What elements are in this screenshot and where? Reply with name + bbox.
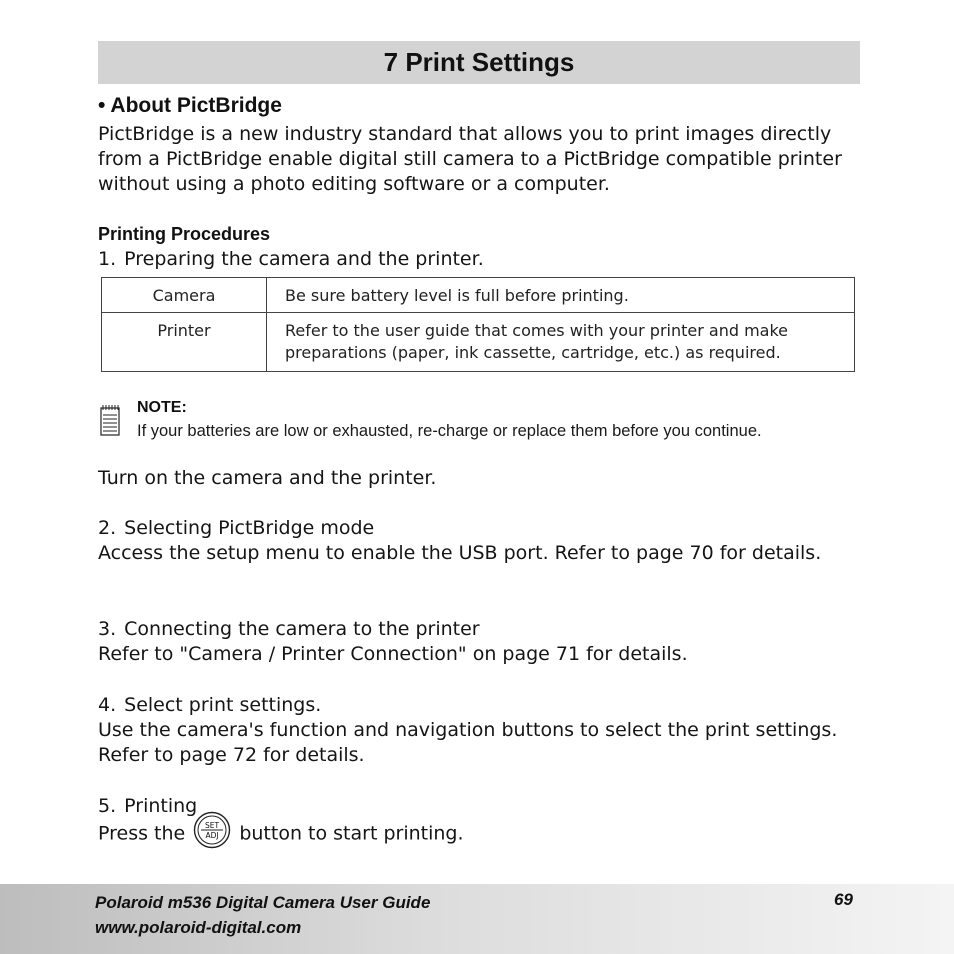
step-4 (98, 693, 868, 768)
step-body-before: Press the (98, 822, 186, 845)
page-title: 7 Print Settings (383, 47, 575, 77)
preparation-table (101, 277, 855, 372)
table-row (102, 278, 855, 313)
step-1 (98, 247, 868, 272)
step-number: 5. (98, 795, 117, 817)
note-title: NOTE: (137, 399, 187, 416)
step-number: 3. (98, 618, 117, 640)
step-title: Connecting the camera to the printer (124, 618, 480, 640)
note-text: If your batteries are low or exhausted, re-charge or replace them before you continue. (137, 422, 762, 440)
set-adj-button-icon (193, 811, 231, 849)
section-heading: • About PictBridge (98, 94, 282, 117)
table-row (102, 313, 855, 372)
button-bottom-label: ADJ (205, 831, 219, 840)
step-title: Select print settings. (124, 694, 322, 716)
step-body: Access the setup menu to enable the USB port. Refer to page 70 for details. (98, 542, 822, 564)
page-number: 69 (834, 890, 853, 909)
note-icon (100, 404, 120, 436)
step-number: 4. (98, 694, 117, 716)
step-2 (98, 516, 868, 566)
page-title-bar (98, 41, 860, 84)
intro-paragraph: PictBridge is a new industry standard that allows you to print images directly from a PictBridge enable digital still camera to a PictBridge compatible printer without using a photo editing software or a computer. (98, 123, 842, 195)
step-body-after: button to start printing. (239, 822, 464, 845)
step-title: Selecting PictBridge mode (124, 517, 375, 539)
procedures-heading: Printing Procedures (98, 224, 271, 244)
step-title: Printing (124, 795, 198, 817)
step-body (98, 819, 868, 849)
step-number: 1. (98, 248, 117, 270)
step-title: Preparing the camera and the printer. (124, 248, 484, 270)
step-body: Use the camera's function and navigation buttons to select the print settings. Refer to page 72 for details. (98, 719, 838, 766)
table-cell-label: Camera (102, 278, 267, 313)
turn-on-text: Turn on the camera and the printer. (98, 467, 437, 489)
button-top-label: SET (205, 821, 220, 830)
table-cell-desc: Refer to the user guide that comes with your printer and make preparations (paper, ink cassette, cartridge, etc.) as required. (267, 313, 855, 372)
footer-url: www.polaroid-digital.com (95, 918, 302, 937)
step-3 (98, 617, 868, 667)
table-cell-desc: Be sure battery level is full before printing. (267, 278, 855, 313)
step-5 (98, 794, 868, 849)
step-number: 2. (98, 517, 117, 539)
table-cell-label: Printer (102, 313, 267, 372)
footer-title: Polaroid m536 Digital Camera User Guide (95, 893, 431, 912)
page-footer (0, 884, 954, 954)
step-body: Refer to "Camera / Printer Connection" on page 71 for details. (98, 643, 688, 665)
